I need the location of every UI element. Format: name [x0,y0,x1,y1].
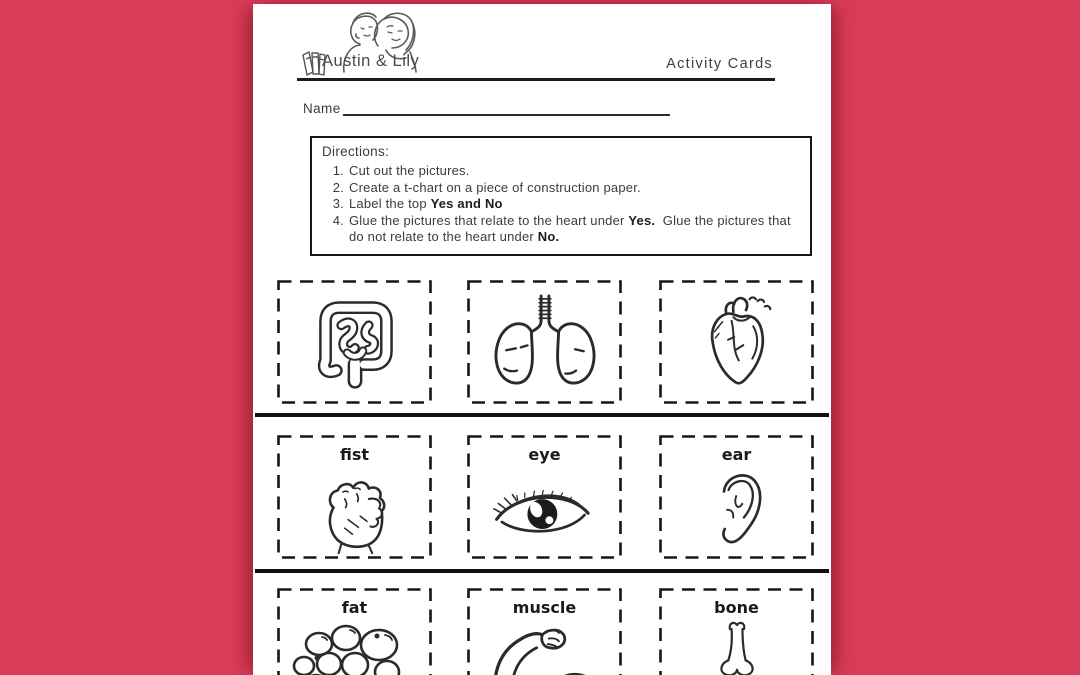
cut-divider-line [255,413,829,417]
card-label: fist [339,445,370,464]
ear-illustration [702,467,772,555]
item-number: 4. [332,212,344,228]
doc-type-title: Activity Cards [666,56,773,72]
muscle-arm-illustration [480,620,610,675]
item-number: 3. [332,196,344,211]
item-text: Glue the pictures that relate to the heart under Yes. Glue the pictures that do not relate to the heart under No. [349,212,795,244]
directions-box [310,136,812,256]
item-text: Cut out the pictures. [349,163,470,178]
heart-illustration [692,290,782,394]
card-eye [467,435,622,559]
direction-item-3 [322,196,804,213]
lungs-illustration [482,291,608,393]
austin-lily-logo [298,8,448,80]
fat-cells-illustration [289,618,421,675]
brand-text: Austin & Lily [322,52,420,70]
card-lungs [467,280,622,404]
directions-title: Directions: [322,144,390,159]
card-bone [659,588,814,675]
worksheet-page [253,4,831,675]
name-blank-line [343,100,670,116]
card-heart [659,280,814,404]
direction-item-4 [322,213,804,246]
card-label: eye [528,445,561,464]
card-label: fat [341,598,368,617]
direction-item-2 [322,180,804,197]
direction-item-1 [322,163,804,180]
card-label: ear [721,445,752,464]
header-rule [297,78,775,81]
card-label: bone [714,598,759,617]
card-fat [277,588,432,675]
card-intestines [277,280,432,404]
item-text: Label the top Yes and No [349,196,503,211]
item-number: 2. [332,179,344,195]
card-fist [277,435,432,559]
bone-joint-illustration [709,618,765,675]
intestines-illustration [299,288,411,396]
fist-illustration [309,468,401,554]
name-row [303,100,670,116]
card-muscle [467,588,622,675]
card-ear [659,435,814,559]
name-label: Name [303,101,341,116]
item-text: Create a t-chart on a piece of construction paper. [349,179,641,195]
card-label: muscle [512,598,577,617]
eye-illustration [485,478,605,544]
item-number: 1. [332,163,344,178]
cut-divider-line [255,569,829,573]
